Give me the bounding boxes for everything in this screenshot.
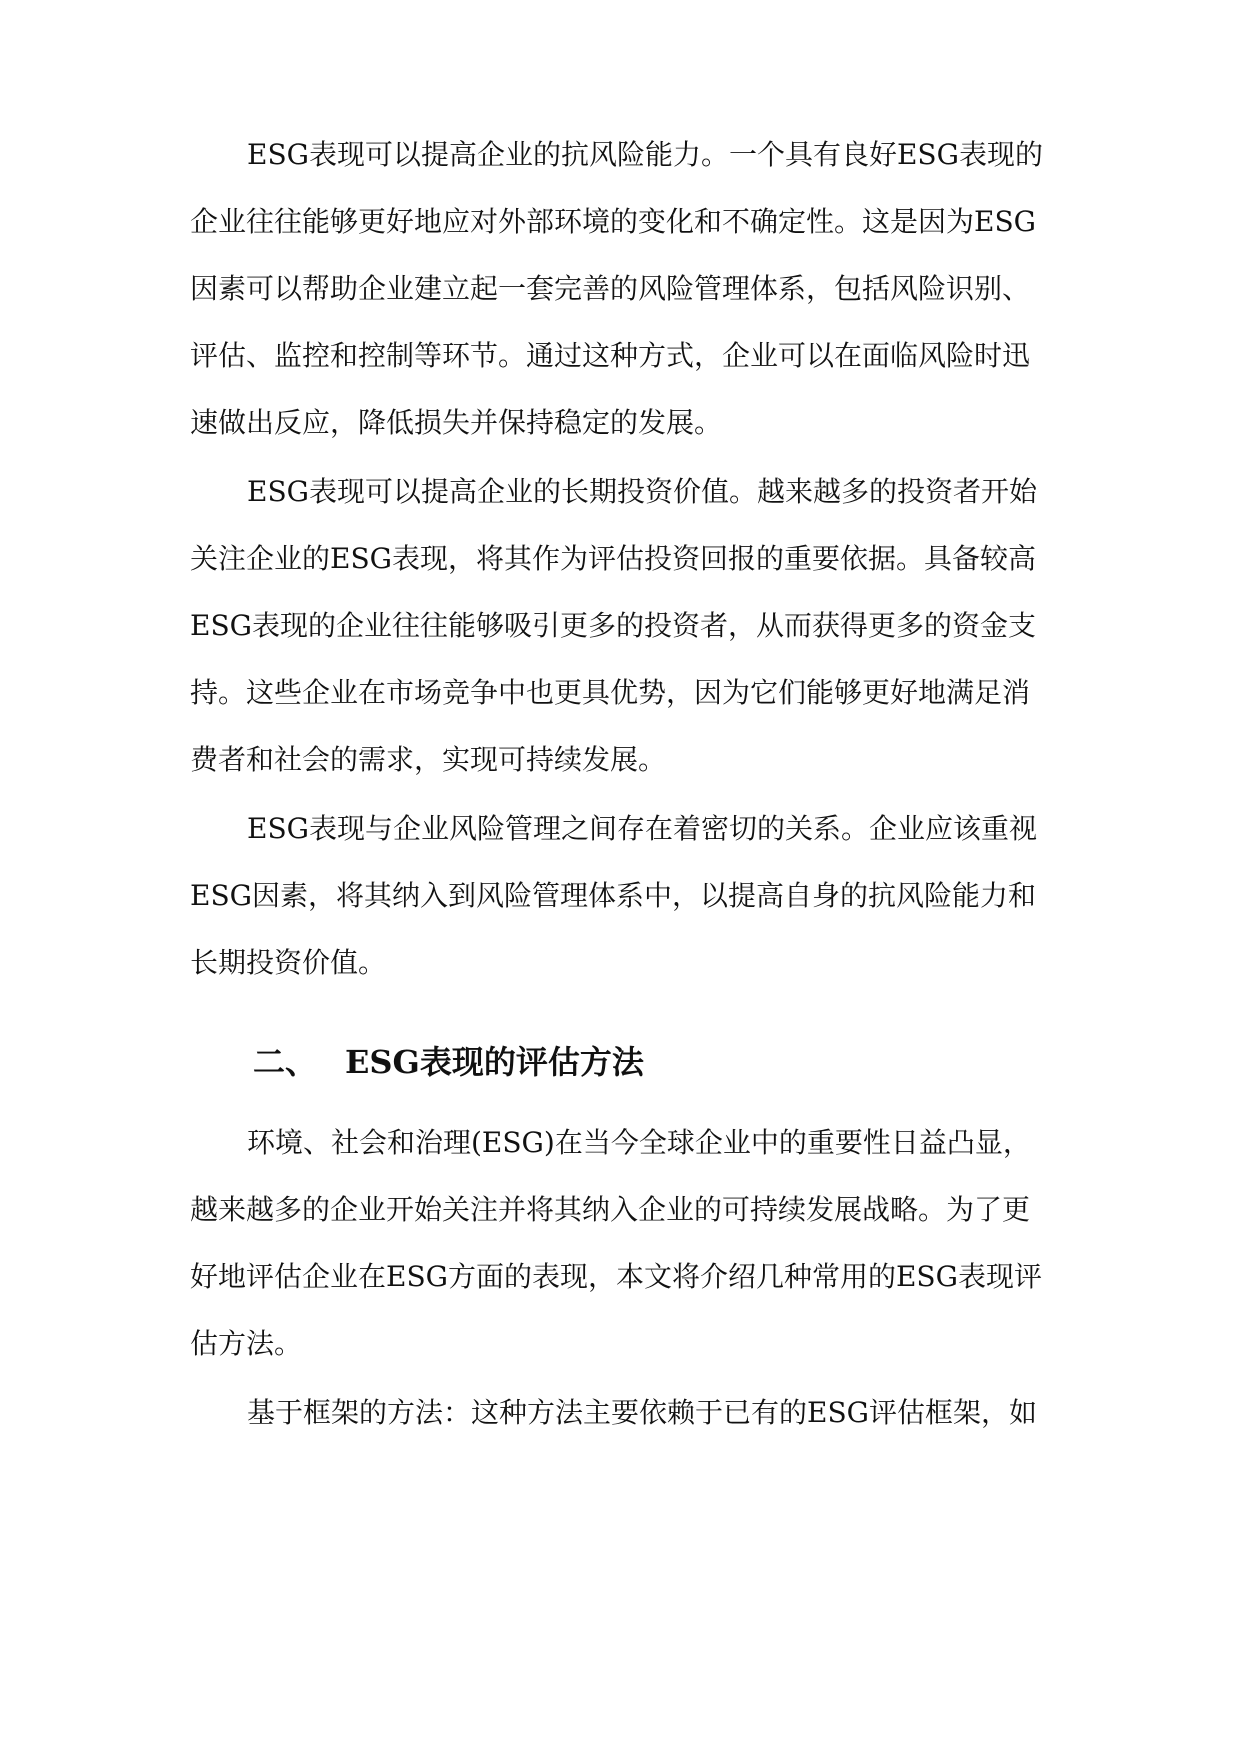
- paragraph-1-line-2: 企业往往能够更好地应对外部环境的变化和不确定性。这是因为ESG: [190, 205, 1036, 238]
- paragraph-1-line-3: 因素可以帮助企业建立起一套完善的风险管理体系，包括风险识别、: [190, 272, 1031, 305]
- section-title: ESG表现的评估方法: [345, 1043, 644, 1081]
- paragraph-3-line-2: ESG因素，将其纳入到风险管理体系中，以提高自身的抗风险能力和: [190, 879, 1036, 912]
- paragraph-1-line-1: ESG表现可以提高企业的抗风险能力。一个具有良好ESG表现的: [247, 138, 1043, 171]
- paragraph-1-line-4: 评估、监控和控制等环节。通过这种方式，企业可以在面临风险时迅: [190, 339, 1031, 372]
- paragraph-2-line-3: ESG表现的企业往往能够吸引更多的投资者，从而获得更多的资金支: [190, 609, 1036, 642]
- paragraph-4-line-4: 估方法。: [190, 1327, 303, 1360]
- paragraph-1-line-5: 速做出反应，降低损失并保持稳定的发展。: [190, 406, 723, 439]
- paragraph-4-line-3: 好地评估企业在ESG方面的表现，本文将介绍几种常用的ESG表现评: [190, 1260, 1042, 1293]
- paragraph-2-line-4: 持。这些企业在市场竞争中也更具优势，因为它们能够更好地满足消: [190, 676, 1031, 709]
- section-number: 二、: [253, 1043, 318, 1081]
- paragraph-3-line-3: 长期投资价值。: [190, 946, 387, 979]
- paragraph-3-line-1: ESG表现与企业风险管理之间存在着密切的关系。企业应该重视: [247, 812, 1037, 845]
- paragraph-2-line-5: 费者和社会的需求，实现可持续发展。: [190, 743, 667, 776]
- paragraph-4-line-2: 越来越多的企业开始关注并将其纳入企业的可持续发展战略。为了更: [190, 1193, 1031, 1226]
- paragraph-5-line-1: 基于框架的方法：这种方法主要依赖于已有的ESG评估框架，如: [247, 1396, 1037, 1429]
- paragraph-2-line-2: 关注企业的ESG表现，将其作为评估投资回报的重要依据。具备较高: [190, 542, 1036, 575]
- section-heading: [253, 1040, 644, 1084]
- paragraph-2-line-1: ESG表现可以提高企业的长期投资价值。越来越多的投资者开始: [247, 475, 1037, 508]
- paragraph-4-line-1: 环境、社会和治理(ESG)在当今全球企业中的重要性日益凸显，: [247, 1126, 1031, 1159]
